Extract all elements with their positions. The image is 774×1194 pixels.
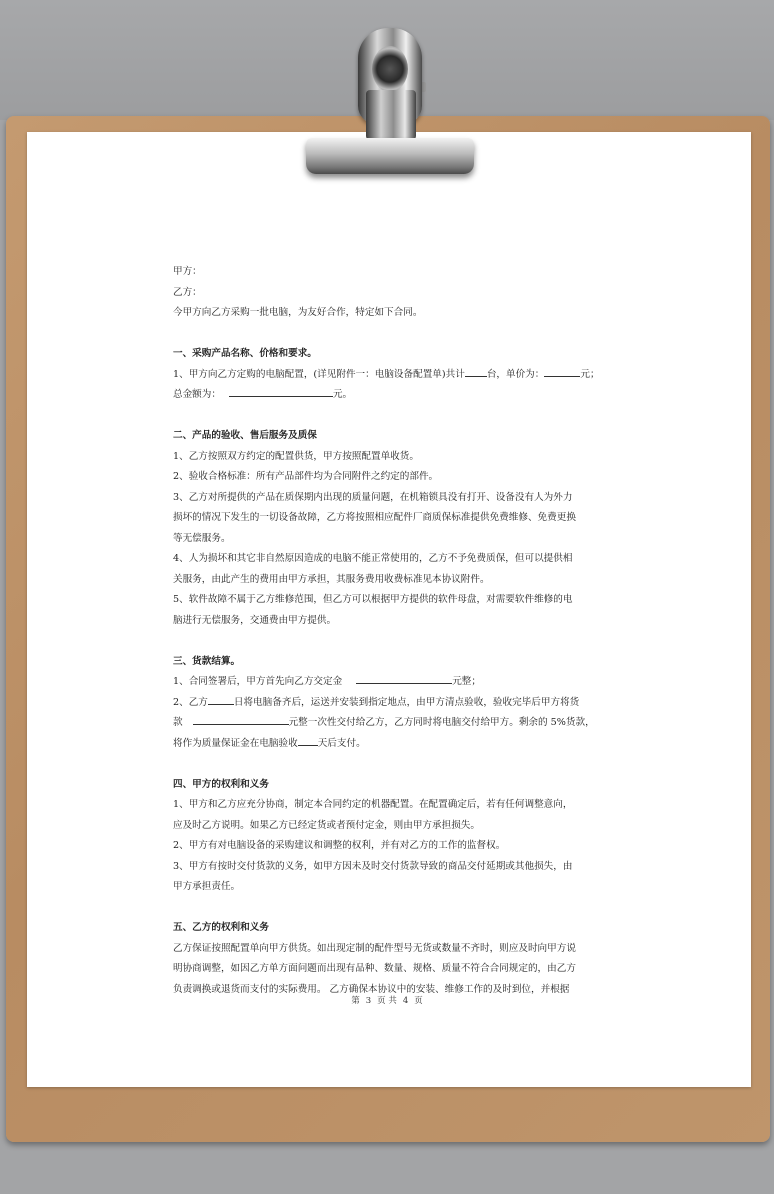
section-2-line-5a: 5、软件故障不属于乙方维修范围，但乙方可以根据甲方提供的软件母盘，对需要软件维修的电 [173,594,573,605]
clip-base [306,138,474,174]
section-2-line-3c: 等无偿服务。 [173,532,231,544]
intro-line: 今甲方向乙方采购一批电脑，为友好合作，特定如下合同。 [173,307,423,318]
section-4-line-1a: 1、甲方和乙方应充分协商，制定本合同约定的机器配置。在配置确定后，若有任何调整意向， [173,799,573,810]
current-page-number: 3 [365,996,372,1006]
contract-text [173,262,613,1000]
total-pages-number: 4 [402,996,409,1006]
section-4-line-3a: 3、甲方有按时交付货款的义务，如甲方因未及时交付货款导致的商品交付延期或其他损失，由 [173,860,573,872]
party-b-line: 乙方： [173,286,202,298]
section-3-line-4: 将作为质量保证金在电脑验收 天后支付。 [173,734,613,755]
party-a-line: 甲方： [173,266,202,277]
section-2-title: 二、产品的验收、售后服务及质保 [173,430,317,441]
deposit-blank [356,673,452,684]
clip-stem [366,90,416,140]
section-3-line-3: 款 元整一次性交付给乙方，乙方同时将电脑交付给甲方。剩余的 5%货款， [173,713,613,734]
clip-hole [372,46,408,92]
section-2-line-3b: 损坏的情况下发生的一切设备故障，乙方将按照相应配件厂商质保标准提供免费维修、免费更换 [173,512,576,523]
payment-amount-blank [193,714,289,725]
section-5-line-1: 乙方保证按照配置单向甲方供货。如出现定制的配件型号无货或数量不齐时，则应及时向甲方说 [173,942,576,954]
section-5-line-3: 负责调换或退货而支付的实际费用。 乙方确保本协议中的安装、维修工作的及时到位，并根据 [173,983,570,995]
section-4-line-2: 2、甲方有对电脑设备的采购建议和调整的权利，并有对乙方的工作的监督权。 [173,840,506,851]
section-2-line-5b: 脑进行无偿服务，交通费由甲方提供。 [173,614,337,626]
section-2-line-4b: 关服务，由此产生的费用由甲方承担，其服务费用收费标准见本协议附件。 [173,573,490,585]
page-footer: 第 3 页 共 4 页 [351,996,423,1006]
section-5-title: 五、乙方的权利和义务 [173,922,269,933]
section-3-line-2: 2、乙方 日将电脑备齐后，运送并安装到指定地点，由甲方清点验收，验收完毕后甲方将货 [173,693,613,714]
warranty-days-blank [298,735,318,746]
section-3-line-1: 1、合同签署后，甲方首先向乙方交定金 元整； [173,672,613,693]
section-4-title: 四、甲方的权利和义务 [173,778,269,790]
section-1-line-1: 1、甲方向乙方定购的电脑配置，(详见附件一：电脑设备配置单)共计 台，单价为： 元； [173,365,613,386]
section-2-line-4a: 4、人为损坏和其它非自然原因造成的电脑不能正常使用的，乙方不予免费质保，但可以提供相 [173,553,573,564]
section-4-line-3b: 甲方承担责任。 [173,881,241,892]
section-2-line-2: 2、验收合格标准：所有产品部件均为合同附件之约定的部件。 [173,471,439,482]
quantity-blank [465,366,487,377]
section-3-title: 三、货款结算。 [173,655,241,667]
section-2-line-1: 1、乙方按照双方约定的配置供货，甲方按照配置单收货。 [173,450,419,462]
total-amount-blank [229,386,333,397]
section-2-line-3a: 3、乙方对所提供的产品在质保期内出现的质量问题，在机箱锁具没有打开、设备没有人为外力 [173,491,573,503]
section-5-line-2: 明协商调整，如因乙方单方面问题而出现有品种、数量、规格、质量不符合合同规定的，由乙方 [173,963,576,974]
section-1-title: 一、采购产品名称、价格和要求。 [173,348,317,359]
delivery-days-blank [208,694,234,705]
section-4-line-1b: 应及时乙方说明。如果乙方已经定货或者预付定金，则由甲方承担损失。 [173,819,480,831]
unit-price-blank [544,366,580,377]
section-1-line-2: 总金额为： 元。 [173,385,613,406]
